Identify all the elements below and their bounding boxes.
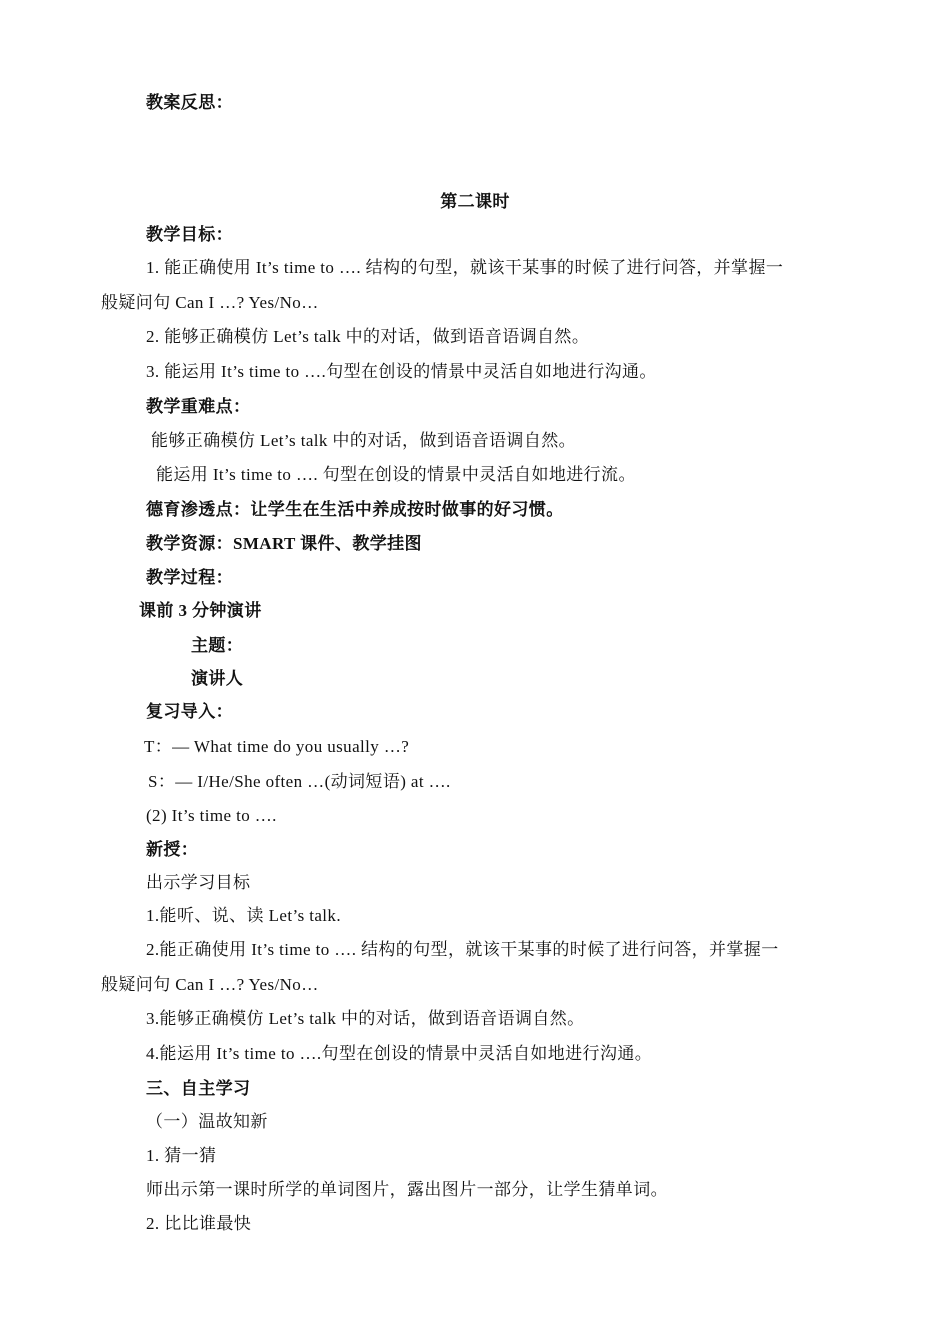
self-study-heading: 三、自主学习 — [146, 1079, 251, 1098]
objective-1-line-2: 般疑问句 Can I …? Yes/No… — [101, 293, 319, 312]
review-heading: 复习导入： — [146, 702, 233, 721]
objective-3: 3. 能运用 It’s time to ….句型在创设的情景中灵活自如地进行沟通。 — [146, 362, 657, 381]
review-line-2: (2) It’s time to …. — [146, 806, 277, 825]
speech-speaker: 演讲人 — [191, 669, 244, 688]
reflection-heading: 教案反思： — [146, 93, 233, 112]
goal-3: 3.能够正确模仿 Let’s talk 中的对话，做到语音语调自然。 — [146, 1009, 585, 1028]
objective-1-line-1: 1. 能正确使用 It’s time to …. 结构的句型，就该干某事的时候了进行问答，并掌握一 — [146, 258, 784, 277]
goal-2-line-1: 2.能正确使用 It’s time to …. 结构的句型，就该干某事的时候了进行问答，并掌握一 — [146, 940, 779, 959]
objective-2: 2. 能够正确模仿 Let’s talk 中的对话，做到语音语调自然。 — [146, 327, 590, 346]
review-teacher-line: T：— What time do you usually …? — [144, 737, 410, 756]
race-activity: 2. 比比谁最快 — [146, 1214, 252, 1233]
key-point-2: 能运用 It’s time to …. 句型在创设的情景中灵活自如地进行流。 — [156, 465, 636, 484]
review-student-line: S：— I/He/She often …(动词短语) at …. — [148, 772, 451, 791]
key-points-heading: 教学重难点： — [146, 397, 251, 416]
guess-activity: 1. 猜一猜 — [146, 1146, 217, 1165]
show-goals: 出示学习目标 — [146, 873, 251, 892]
goal-1: 1.能听、说、读 Let’s talk. — [146, 906, 341, 925]
speech-heading: 课前 3 分钟演讲 — [139, 601, 262, 620]
objectives-heading: 教学目标： — [146, 225, 233, 244]
teaching-resources: 教学资源：SMART 课件、教学挂图 — [146, 534, 422, 553]
process-heading: 教学过程： — [146, 568, 233, 587]
new-lesson-heading: 新授： — [146, 840, 199, 859]
goal-4: 4.能运用 It’s time to ….句型在创设的情景中灵活自如地进行沟通。 — [146, 1044, 653, 1063]
key-point-1: 能够正确模仿 Let’s talk 中的对话，做到语音语调自然。 — [151, 431, 577, 450]
self-study-sub-1: （一）温故知新 — [146, 1112, 268, 1131]
goal-2-line-2: 般疑问句 Can I …? Yes/No… — [101, 975, 319, 994]
speech-topic: 主题： — [191, 636, 244, 655]
guess-description: 师出示第一课时所学的单词图片，露出图片一部分，让学生猜单词。 — [146, 1180, 668, 1199]
lesson-title: 第二课时 — [440, 192, 510, 211]
moral-education: 德育渗透点：让学生在生活中养成按时做事的好习惯。 — [146, 500, 564, 519]
